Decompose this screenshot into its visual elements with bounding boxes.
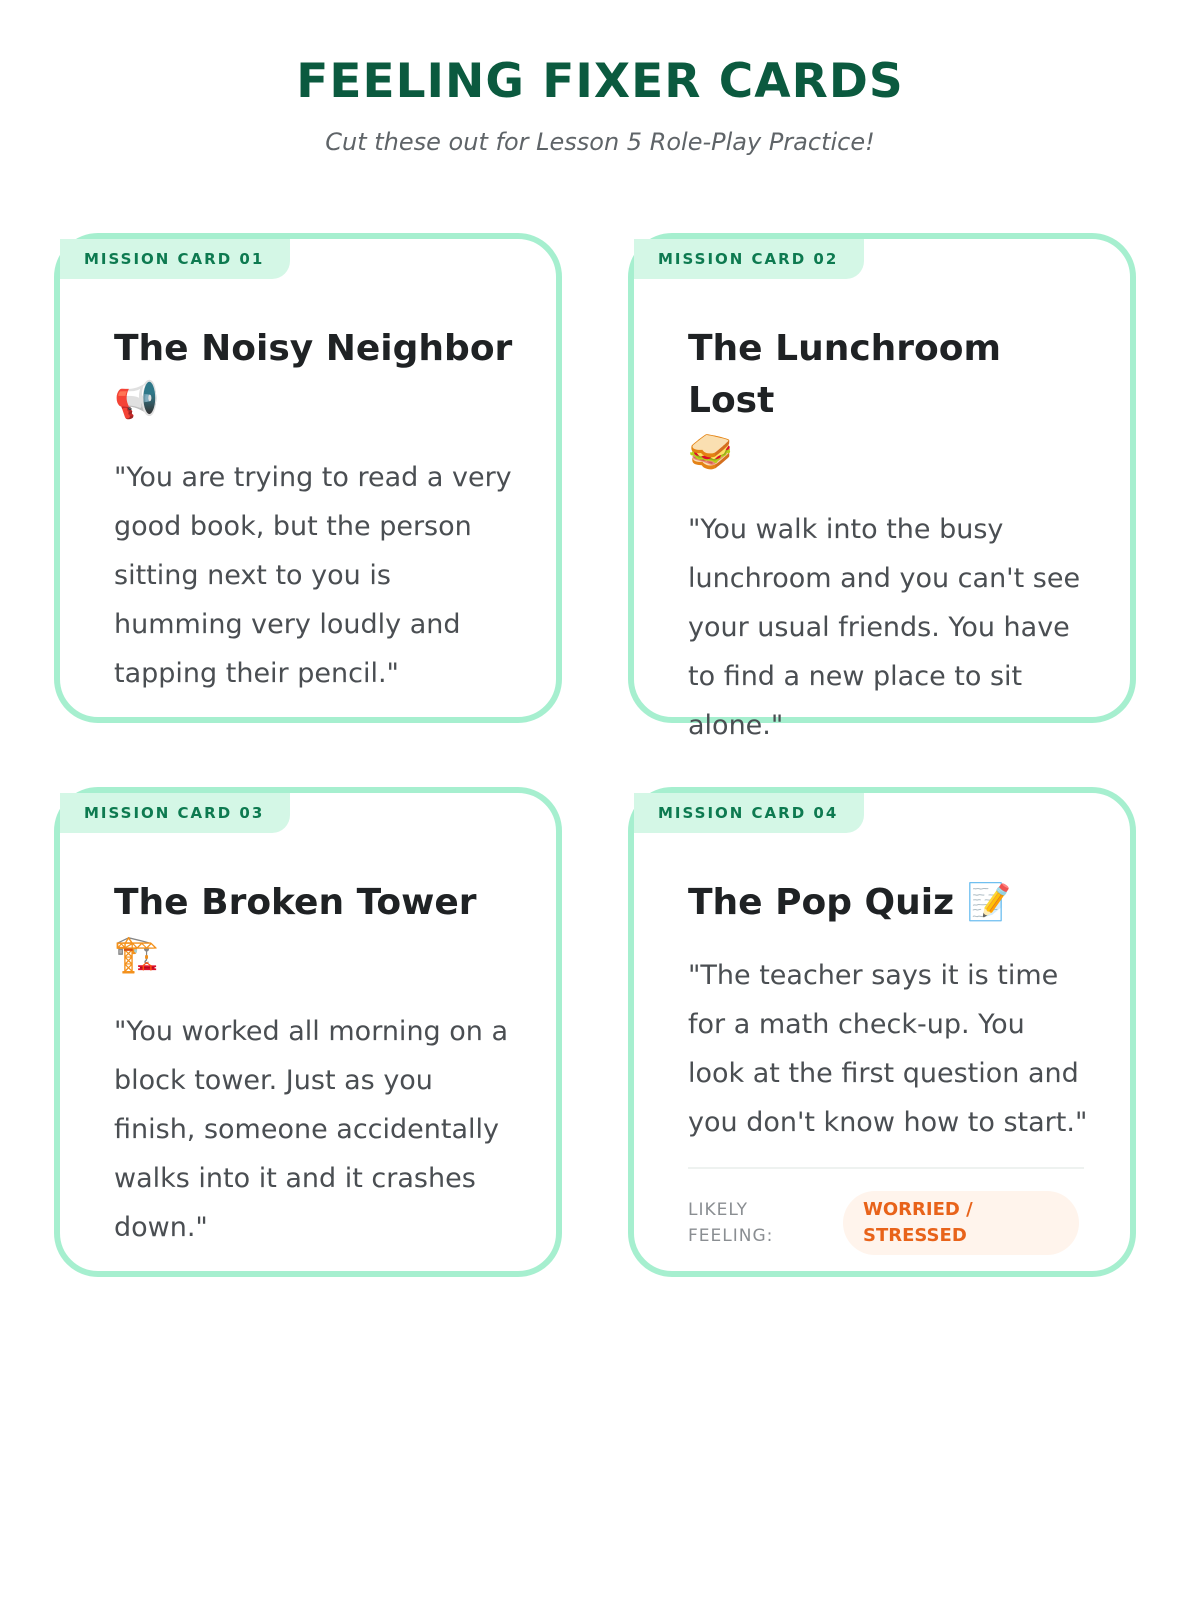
card-title <box>114 877 514 981</box>
card-scenario-text: "You walk into the busy lunchroom and you can't see your usual friends. You have to find a new place to sit alone." <box>688 514 1081 741</box>
mission-card-04 <box>628 787 1136 1277</box>
page-subtitle: Cut these out for Lesson 5 Role-Play Practice! <box>325 128 875 156</box>
card-title-text: The Broken Tower <box>114 882 477 923</box>
card-body <box>114 877 514 1252</box>
mission-card-01 <box>54 233 562 723</box>
sandwich-icon: 🥪 <box>688 432 733 473</box>
card-title-text: The Noisy Neighbor <box>114 328 513 369</box>
card-title <box>688 877 1088 929</box>
card-divider <box>688 1167 1084 1169</box>
mission-card-tag: MISSION CARD 01 <box>60 239 290 279</box>
card-title-text: The Pop Quiz <box>688 882 955 923</box>
feeling-badge: WORRIED / STRESSED <box>843 1191 1079 1255</box>
card-body <box>688 323 1088 750</box>
card-title <box>114 323 514 427</box>
likely-feeling-row <box>688 1191 1084 1255</box>
card-title-text: The Lunchroom Lost <box>688 328 1002 421</box>
mission-card-03 <box>54 787 562 1277</box>
mission-card-02 <box>628 233 1136 741</box>
crane-icon: 🏗️ <box>114 934 159 975</box>
card-body <box>114 323 514 698</box>
card-scenario-text: "You worked all morning on a block tower. Just as you finish, someone accidentally walks into it and it crashes down." <box>114 1016 509 1243</box>
page-header <box>0 52 1200 158</box>
mission-card-tag: MISSION CARD 03 <box>60 793 290 833</box>
memo-icon: 📝 <box>966 882 1012 923</box>
card-scenario-text: "You are trying to read a very good book, but the person sitting next to you is humming very loudly and tapping their pencil." <box>114 462 512 689</box>
card-scenario-text: "The teacher says it is time for a math check-up. You look at the first question and you don't know how to start." <box>688 960 1088 1138</box>
page-title: FEELING FIXER CARDS <box>296 54 904 109</box>
card-body <box>688 877 1088 1147</box>
likely-feeling-label: LIKELY FEELING: <box>688 1200 774 1246</box>
mission-card-tag: MISSION CARD 02 <box>634 239 864 279</box>
card-title <box>688 323 1088 479</box>
mission-card-tag: MISSION CARD 04 <box>634 793 864 833</box>
megaphone-icon: 📢 <box>114 380 159 421</box>
